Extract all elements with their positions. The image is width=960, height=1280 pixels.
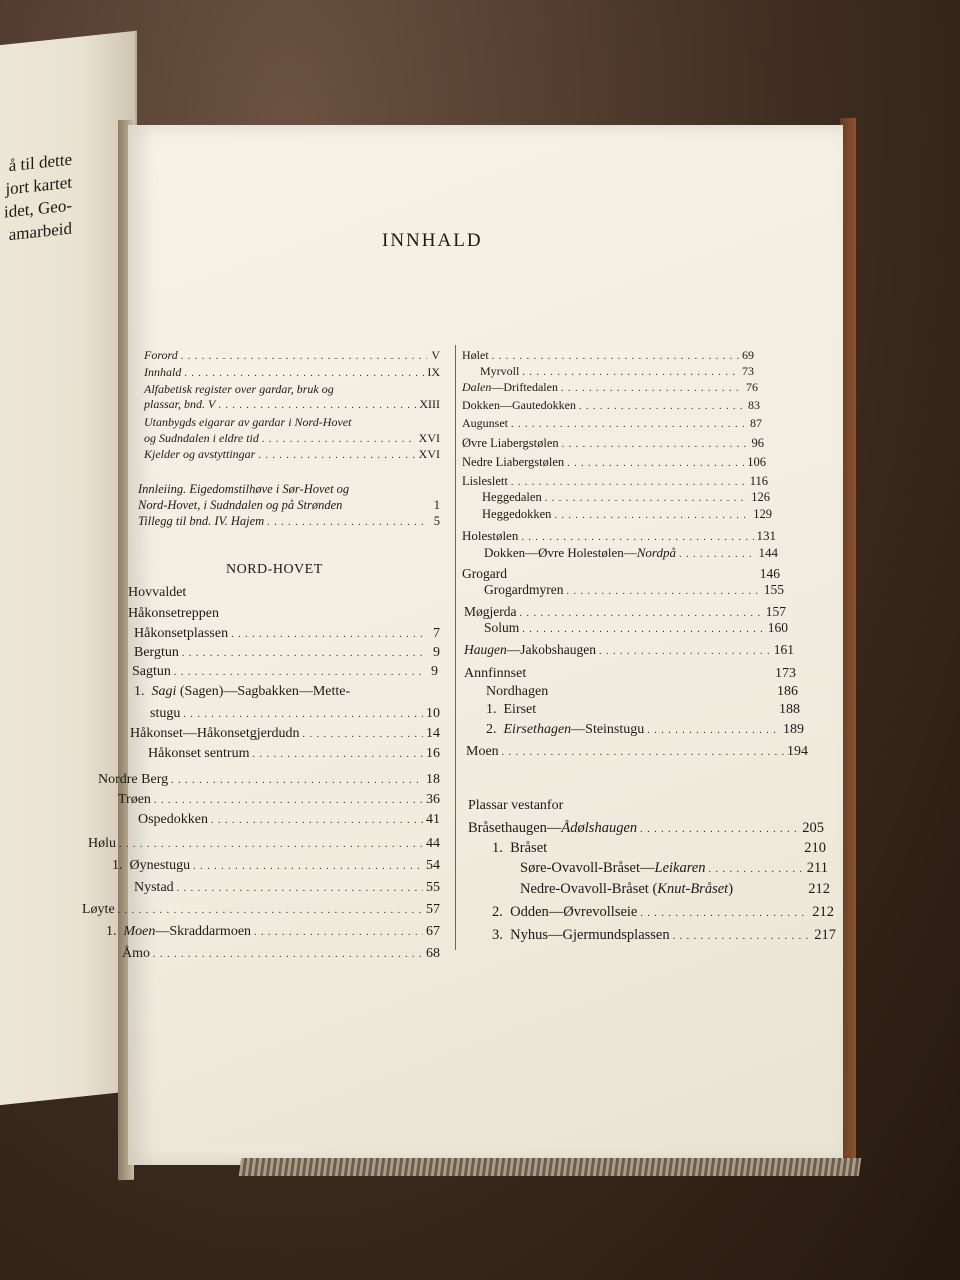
toc-entry: 1. Eirset 188 bbox=[486, 702, 800, 717]
toc-entry: og Sudndalen i eldre tid . . . XVI bbox=[144, 431, 440, 446]
toc-entry: Bergtun . . . 9 bbox=[134, 645, 440, 661]
toc-entry: Annfinnset 173 bbox=[464, 666, 796, 681]
toc-entry: Tillegg til bnd. IV. Hajem . . . 5 bbox=[138, 514, 440, 529]
toc-entry: Håkonset sentrum . . . 16 bbox=[148, 746, 440, 762]
toc-entry: Kjelder og avstyttingar . . . XVI bbox=[144, 447, 440, 462]
page-edge bbox=[239, 1158, 862, 1176]
left-page-line: idet, Geo- bbox=[4, 195, 72, 222]
toc-entry: Løyte . . . 57 bbox=[82, 902, 440, 918]
toc-entry: Nord-Hovet, i Sudndalen og på Strønden 1 bbox=[138, 498, 440, 512]
toc-entry: Ospedokken . . . 41 bbox=[138, 812, 440, 828]
toc-entry: Lisleslett . . . 116 bbox=[462, 474, 768, 489]
toc-entry: Nordre Berg . . . 18 bbox=[98, 772, 440, 788]
toc-entry: Forord . . . V bbox=[144, 348, 440, 363]
toc-entry: Heggedalen . . . 126 bbox=[482, 490, 770, 505]
toc-entry: Nedre Liabergstølen . . . 106 bbox=[462, 455, 766, 470]
toc-entry: Håkonsetplassen . . . 7 bbox=[134, 626, 440, 642]
section-heading: NORD-HOVET bbox=[226, 562, 323, 577]
toc-entry: stugu . . . 10 bbox=[150, 706, 440, 722]
toc-entry: Åmo . . . 68 bbox=[122, 946, 440, 962]
toc-entry: Solum . . . 160 bbox=[484, 620, 788, 636]
toc-entry: Sagtun . . . 9 bbox=[132, 664, 438, 680]
toc-entry: Heggedokken . . . 129 bbox=[482, 507, 772, 522]
toc-entry-label: Utanbygds eigarar av gardar i Nord-Hovet bbox=[144, 415, 352, 429]
toc-entry: Dokken—Øvre Holestølen—Nordpå . . . 144 bbox=[484, 545, 778, 561]
toc-entry-label: Alfabetisk register over gardar, bruk og bbox=[144, 382, 334, 396]
toc-entry: Myrvoll . . . 73 bbox=[480, 364, 754, 379]
page-title: INNHALD bbox=[382, 230, 483, 251]
toc-entry: Moen . . . 194 bbox=[466, 744, 808, 760]
toc-entry: Augunset . . . 87 bbox=[462, 416, 762, 431]
toc-entry: Øvre Liabergstølen . . . 96 bbox=[462, 436, 764, 451]
left-page-line: amarbeid bbox=[8, 218, 72, 245]
subsection-heading: Håkonsetreppen bbox=[128, 606, 219, 621]
toc-entry: Hølu . . . 44 bbox=[88, 836, 440, 852]
left-page-text bbox=[0, 148, 72, 252]
toc-entry: Dalen—Driftedalen . . . 76 bbox=[462, 380, 758, 395]
toc-entry: plassar, bnd. V . . . XIII bbox=[144, 397, 440, 412]
toc-entry: 2. Odden—Øvrevollseie . . . 212 bbox=[492, 904, 834, 921]
toc-entry: Håkonset—Håkonsetgjerdudn . . . 14 bbox=[130, 726, 440, 742]
toc-entry: Møgjerda . . . 157 bbox=[464, 604, 786, 620]
toc-entry: Grogard 146 bbox=[462, 566, 780, 581]
left-page bbox=[0, 31, 137, 1110]
toc-entry-label: Innleiing. Eigedomstilhøve i Sør-Hovet og bbox=[138, 482, 350, 496]
toc-entry: Innhald . . . IX bbox=[144, 365, 440, 380]
toc-entry: Holestølen . . . 131 bbox=[462, 528, 776, 544]
toc-entry: Bråsethaugen—Ådølshaugen . . . 205 bbox=[468, 820, 824, 837]
left-page-line: å til dette bbox=[8, 149, 72, 176]
toc-entry: Dokken—Gautedokken . . . 83 bbox=[462, 398, 760, 413]
toc-entry: 1. Bråset 210 bbox=[492, 840, 826, 856]
toc-entry: Nystad . . . 55 bbox=[134, 880, 440, 896]
toc-entry: Hølet . . . 69 bbox=[462, 348, 754, 363]
column-divider bbox=[455, 345, 456, 950]
toc-entry: Trøen . . . 36 bbox=[118, 792, 440, 808]
toc-entry: 1. Øynestugu . . . 54 bbox=[112, 858, 440, 874]
toc-entry-label: 1. Sagi (Sagen)—Sagbakken—Mette- bbox=[134, 684, 351, 699]
toc-entry: Nedre-Ovavoll-Bråset (Knut-Bråset) 212 bbox=[520, 881, 830, 897]
toc-entry: 1. Moen—Skraddarmoen . . . 67 bbox=[106, 924, 440, 940]
subsection-heading: Plassar vestanfor bbox=[468, 798, 564, 813]
toc-entry: Nordhagen 186 bbox=[486, 684, 798, 699]
toc-entry: Søre-Ovavoll-Bråset—Leikaren . . . 211 bbox=[520, 860, 828, 877]
toc-entry: 3. Nyhus—Gjermundsplassen . . . 217 bbox=[492, 927, 836, 944]
left-page-line: jort kartet bbox=[5, 172, 72, 199]
toc-entry: 2. Eirsethagen—Steinstugu . . . 189 bbox=[486, 722, 804, 738]
subsection-heading: Hovvaldet bbox=[128, 585, 187, 600]
toc-entry: Haugen—Jakobshaugen . . . 161 bbox=[464, 642, 794, 658]
toc-entry: Grogardmyren . . . 155 bbox=[484, 582, 784, 598]
